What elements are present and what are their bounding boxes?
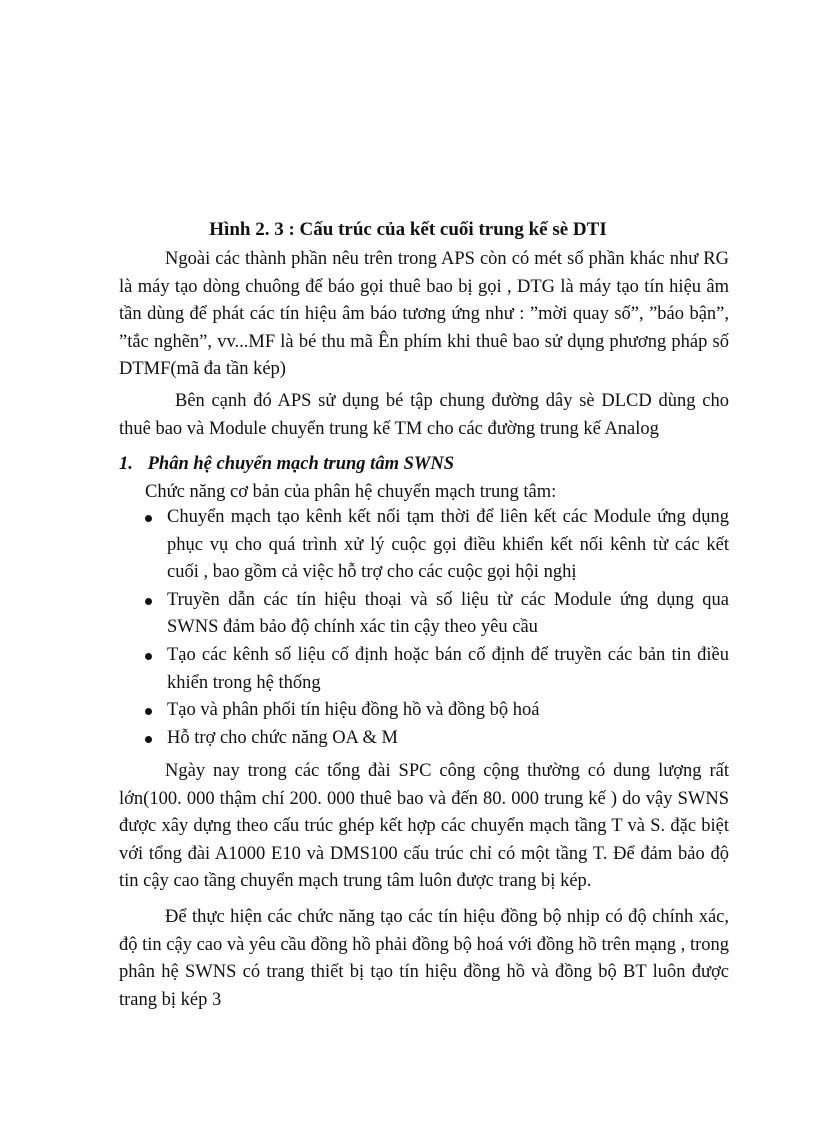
figure-caption: Hình 2. 3 : Cấu trúc của kết cuối trung kế sè DTI [209, 219, 607, 240]
paragraph-sync-clock: Để thực hiện các chức năng tạo các tín hiệu đồng bộ nhịp có độ chính xác, độ tin cậy cao và yêu cầu đồng hồ phải đồng bộ hoá với đồng hồ trên mạng , trong phân hệ SWNS có trang thiết bị tạo tín hiệu đồng hồ và đồng bộ BT luôn được trang bị kép 3 [119, 907, 729, 1010]
bullet-icon [145, 736, 152, 743]
bullet-icon [145, 598, 152, 605]
function-list [145, 504, 729, 752]
paragraph-swns-capacity: Ngày nay trong các tổng đài SPC công cộng thường có dung lượng rất lớn(100. 000 thậm chí 200. 000 thuê bao và đến 80. 000 trung kế ) do vậy SWNS được xây dựng theo cấu trúc ghép kết hợp các chuyển mạch tầng T và S. đặc biệt với tổng đài A1000 E10 và DMS100 cấu trúc chỉ có một tầng T. Để đảm bảo độ tin cậy cao tầng chuyển mạch trung tâm luôn được trang bị kép. [119, 761, 729, 892]
section-title: Phân hệ chuyển mạch trung tâm SWNS [147, 454, 454, 474]
paragraph-dlcd: Bên cạnh đó APS sử dụng bé tập chung đường dây sè DLCD dùng cho thuê bao và Module chuyển trung kế TM cho các đường trung kế Analog [119, 391, 729, 439]
bullet-icon [145, 708, 152, 715]
list-item: Tạo và phân phối tín hiệu đồng hồ và đồng bộ hoá [145, 697, 729, 725]
list-item: Tạo các kênh số liệu cố định hoặc bán cố định để truyền các bản tin điều khiển trong hệ thống [145, 642, 729, 697]
paragraph-aps-components: Ngoài các thành phần nêu trên trong APS còn có mét số phần khác như RG là máy tạo dòng chuông để báo gọi thuê bao bị gọi , DTG là máy tạo tín hiệu âm tần dùng để phát các tín hiệu âm báo tương ứng như : ”mời quay số”, ”báo bận”, ”tắc nghẽn”, vv...MF là bé thu mã Ên phím khi thuê bao sử dụng phương pháp số DTMF(mã đa tần kép) [119, 249, 729, 380]
section-intro: Chức năng cơ bản của phân hệ chuyển mạch trung tâm: [145, 482, 557, 502]
bullet-icon [145, 653, 152, 660]
bullet-icon [145, 515, 152, 522]
section-heading [119, 450, 729, 478]
list-item: Chuyển mạch tạo kênh kết nối tạm thời để liên kết các Module ứng dụng phục vụ cho quá trình xử lý cuộc gọi điều khiển kết nối kênh từ các kết cuối , bao gồm cả việc hỗ trợ cho các cuộc gọi hội nghị [145, 504, 729, 587]
list-item: Truyền dẫn các tín hiệu thoại và số liệu từ các Module ứng dụng qua SWNS đảm bảo độ chính xác tin cậy theo yêu cầu [145, 587, 729, 642]
list-item: Hỗ trợ cho chức năng OA & M [145, 725, 729, 753]
section-number: 1. [119, 454, 133, 474]
